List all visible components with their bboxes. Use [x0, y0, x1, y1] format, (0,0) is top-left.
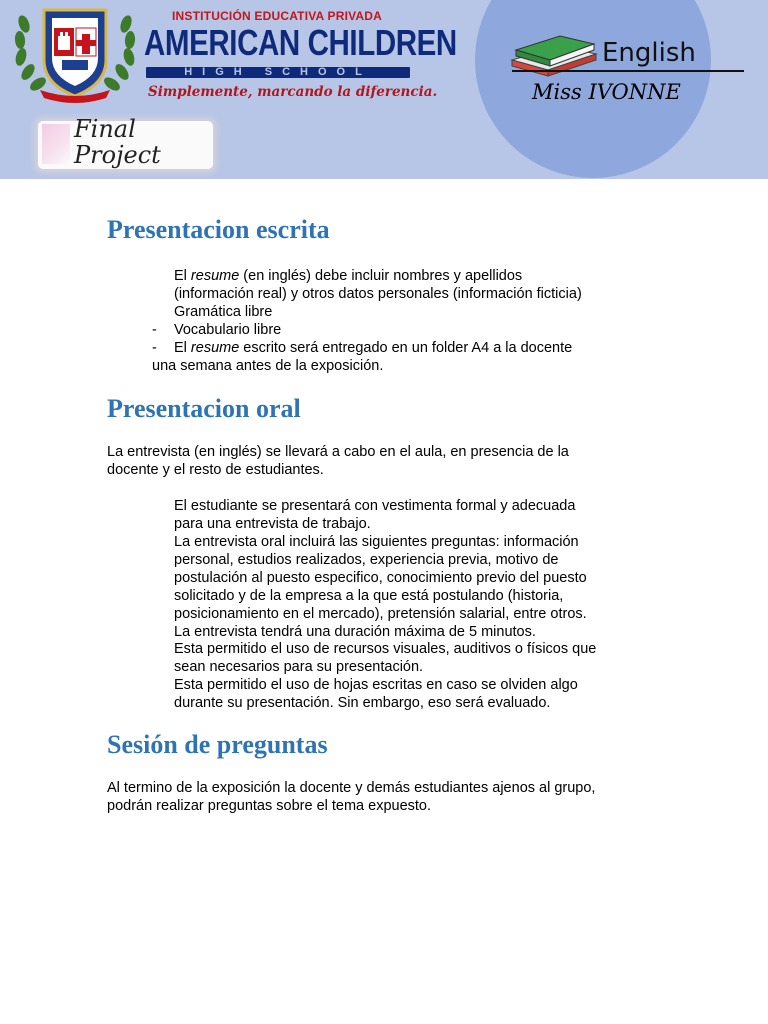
institution-type: INSTITUCIÓN EDUCATIVA PRIVADA — [172, 9, 383, 23]
oral-line: La entrevista oral incluirá las siguientes preguntas: información — [174, 534, 579, 550]
oral-intro-2: docente y el resto de estudiantes. — [107, 462, 324, 478]
questions-line-2: podrán realizar preguntas sobre el tema expuesto. — [107, 798, 432, 814]
subject-underline — [512, 70, 744, 72]
written-line-1: El resume (en inglés) debe incluir nombres y apellidos — [174, 268, 523, 284]
oral-line: solicitado y de la empresa a la que está postulando (historia, — [174, 588, 564, 604]
section-heading-written: Presentacion escrita — [107, 215, 330, 244]
oral-line: posicionamiento en el mercado), pretensión salarial, entre otros. — [174, 606, 587, 622]
subject-label: English — [602, 38, 696, 68]
questions-line-1: Al termino de la exposición la docente y demás estudiantes ajenos al grupo, — [107, 780, 596, 796]
oral-intro-1: La entrevista (en inglés) se llevará a cabo en el aula, en presencia de la — [107, 444, 569, 460]
oral-line: para una entrevista de trabajo. — [174, 516, 371, 532]
written-line-5: El resume escrito será entregado en un folder A4 a la docente — [174, 340, 573, 356]
oral-line: Esta permitido el uso de hojas escritas en caso se olviden algo — [174, 677, 578, 693]
oral-line: durante su presentación. Sin embargo, eso será evaluado. — [174, 695, 551, 711]
section-heading-oral: Presentacion oral — [107, 394, 301, 423]
final-project-decoration — [42, 124, 70, 164]
section-heading-questions: Sesión de preguntas — [107, 730, 328, 759]
teacher-name: Miss IVONNE — [532, 80, 681, 104]
school-name: AMERICAN CHILDREN — [144, 22, 457, 63]
written-line-2: (información real) y otros datos personales (información ficticia) — [174, 286, 582, 302]
final-project-title: Final Project — [74, 115, 161, 169]
written-line-3: Gramática libre — [174, 304, 273, 320]
oral-line: Esta permitido el uso de recursos visuales, auditivos o físicos que — [174, 641, 597, 657]
written-bullet-1: - — [152, 322, 157, 338]
oral-line: La entrevista tendrá una duración máxima de 5 minutos. — [174, 624, 536, 640]
written-line-4: Vocabulario libre — [174, 322, 282, 338]
oral-line: sean necesarios para su presentación. — [174, 659, 424, 675]
school-motto: Simplemente, marcando la diferencia. — [148, 84, 438, 100]
written-line-6: una semana antes de la exposición. — [152, 358, 384, 374]
oral-line: personal, estudios realizados, experiencia previa, motivo de — [174, 552, 559, 568]
oral-line: postulación al puesto especifico, conocimiento previo del puesto — [174, 570, 587, 586]
oral-line: El estudiante se presentará con vestimenta formal y adecuada — [174, 498, 576, 514]
header-banner — [0, 0, 768, 179]
school-crest-logo — [10, 2, 140, 104]
school-subtitle: HIGH SCHOOL — [184, 66, 372, 78]
written-bullet-2: - — [152, 340, 157, 356]
